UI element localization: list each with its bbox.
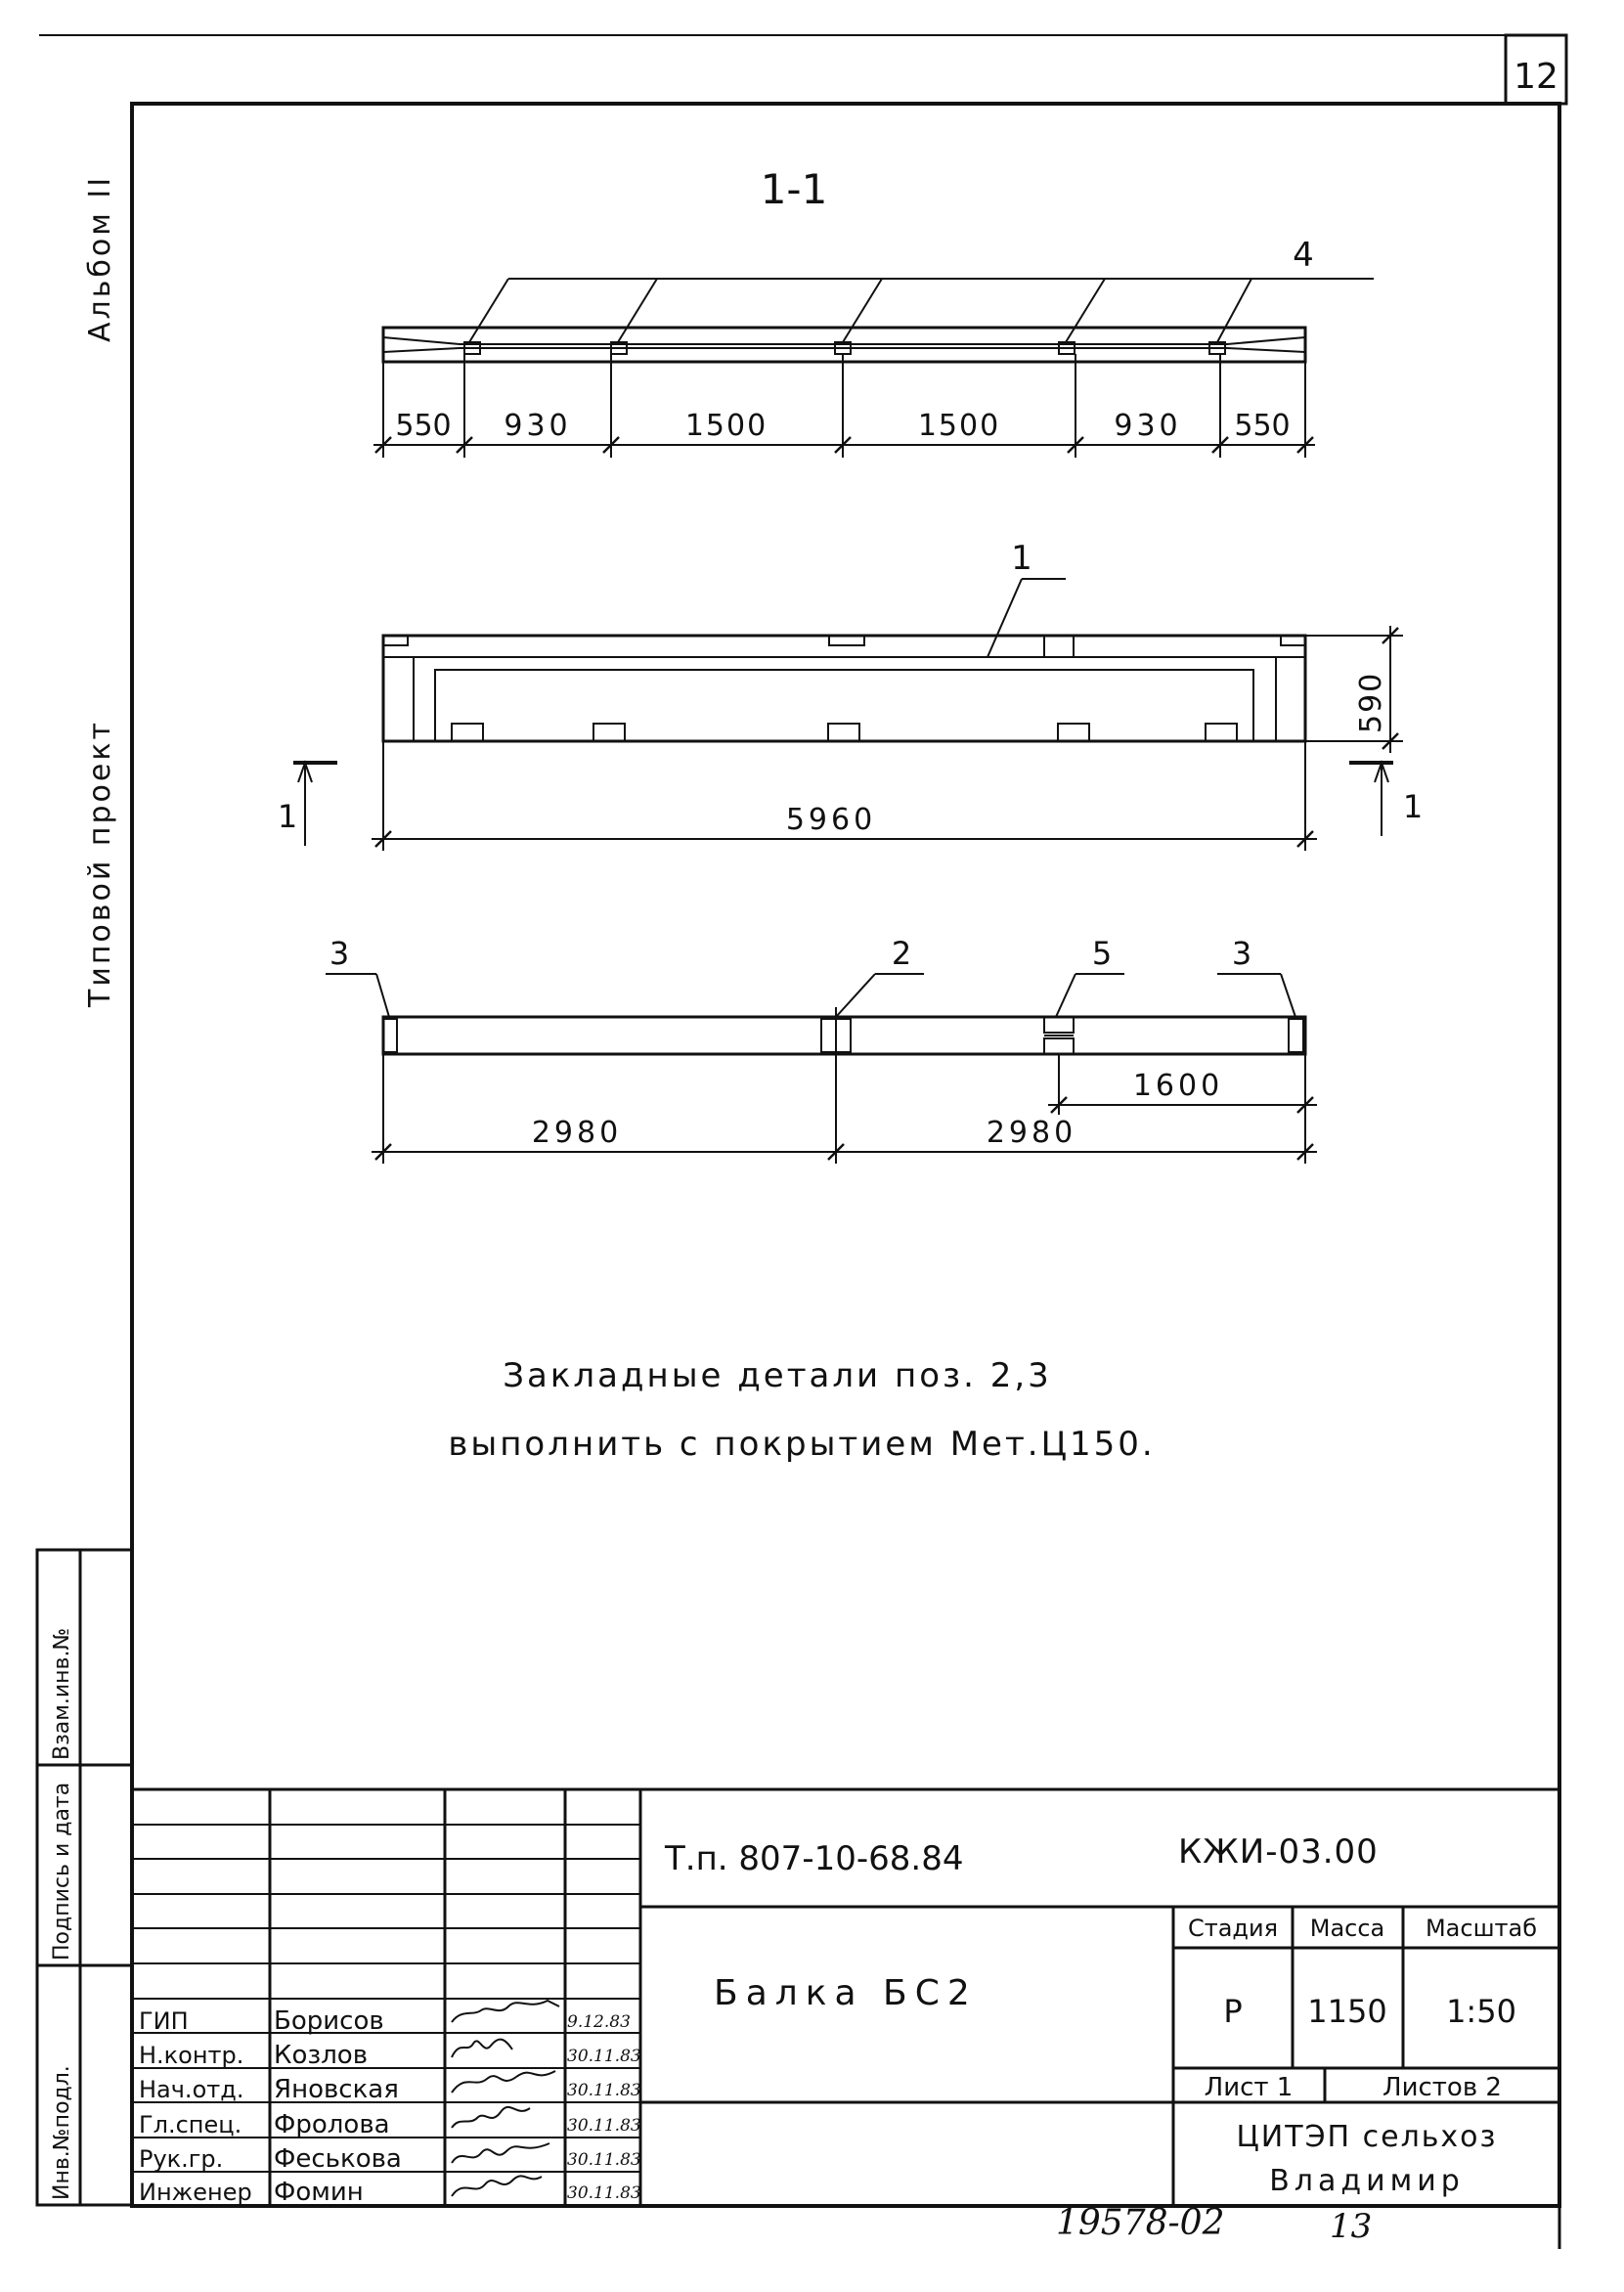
side-label-5: 5: [1091, 935, 1113, 972]
side-label-3-left: 3: [329, 935, 350, 972]
doc-code: Т.п. 807-10-68.84: [665, 1839, 964, 1878]
header-mass: Масса: [1309, 1915, 1385, 1942]
sig-date: 30.11.83: [567, 2116, 641, 2136]
sheet-label: Лист 1: [1204, 2073, 1294, 2102]
stamp-podpis-data: Подпись и дата: [50, 1782, 74, 1961]
dim-2980-left: 2980: [531, 1116, 623, 1150]
note-line-1: Закладные детали поз. 2,3: [503, 1356, 1052, 1395]
sig-name: Фомин: [274, 2178, 364, 2207]
sig-date: 30.11.83: [567, 2047, 641, 2066]
sig-name: Яновская: [274, 2075, 399, 2104]
sig-date: 30.11.83: [567, 2183, 641, 2203]
project-label: Типовой проект: [83, 720, 117, 1007]
archive-number: 19578-02: [1056, 2203, 1225, 2243]
sig-date: 30.11.83: [567, 2081, 641, 2100]
plan-leader-label: 1: [1011, 539, 1032, 578]
sig-date: 9.12.83: [567, 2012, 631, 2032]
sig-role: Рук.гр.: [139, 2145, 224, 2173]
sig-name: Козлов: [274, 2041, 369, 2070]
dim-590: 590: [1354, 671, 1388, 733]
org-line-1: ЦИТЭП сельхоз: [1236, 2120, 1498, 2154]
sig-role: Н.контр.: [139, 2042, 244, 2069]
dim-930-left: 930: [504, 409, 572, 443]
sheet-number: 12: [1514, 57, 1558, 97]
value-mass: 1150: [1307, 1993, 1387, 2030]
dim-2980-right: 2980: [986, 1116, 1077, 1150]
sig-role: Инженер: [139, 2179, 252, 2206]
section-leader-label: 4: [1293, 236, 1314, 275]
dim-5960: 5960: [785, 803, 877, 837]
sig-role: ГИП: [139, 2007, 189, 2035]
value-stage: Р: [1223, 1993, 1243, 2030]
section-title: 1-1: [760, 165, 828, 213]
note-line-2: выполнить с покрытием Мет.Ц150.: [448, 1425, 1156, 1464]
sig-name: Борисов: [274, 2006, 384, 2036]
signature-marks: [452, 2001, 559, 2196]
sheets-label: Листов 2: [1383, 2073, 1502, 2102]
header-stage: Стадия: [1187, 1915, 1279, 1942]
album-label: Альбом II: [83, 174, 117, 342]
value-scale: 1:50: [1446, 1993, 1516, 2030]
archive-page: 13: [1330, 2207, 1373, 2246]
stamp-vzam-inv: Взам.инв.№: [50, 1627, 74, 1760]
sig-name: Феськова: [274, 2144, 402, 2174]
stamp-inv-podl: Инв.№подл.: [50, 2065, 74, 2200]
sheet-code: КЖИ-03.00: [1178, 1832, 1379, 1872]
dim-1500-right: 1500: [917, 409, 1001, 443]
dim-930-right: 930: [1114, 409, 1182, 443]
sig-role: Гл.спец.: [139, 2111, 242, 2138]
dim-550-right: 550: [1234, 409, 1291, 443]
drawing-title: Балка БС2: [714, 1973, 978, 2013]
dim-550-left: 550: [395, 409, 452, 443]
sig-role: Нач.отд.: [139, 2076, 244, 2103]
side-label-2: 2: [891, 935, 912, 972]
sig-date: 30.11.83: [567, 2150, 641, 2170]
cut-mark-right: 1: [1402, 788, 1424, 825]
dim-1600: 1600: [1132, 1069, 1224, 1103]
header-scale: Масштаб: [1425, 1915, 1538, 1942]
sig-name: Фролова: [274, 2110, 390, 2139]
side-label-3-right: 3: [1231, 935, 1252, 972]
cut-mark-left: 1: [277, 798, 298, 835]
org-line-2: Владимир: [1269, 2164, 1465, 2198]
frame-border: [132, 104, 1559, 2206]
dim-1500-left: 1500: [684, 409, 768, 443]
